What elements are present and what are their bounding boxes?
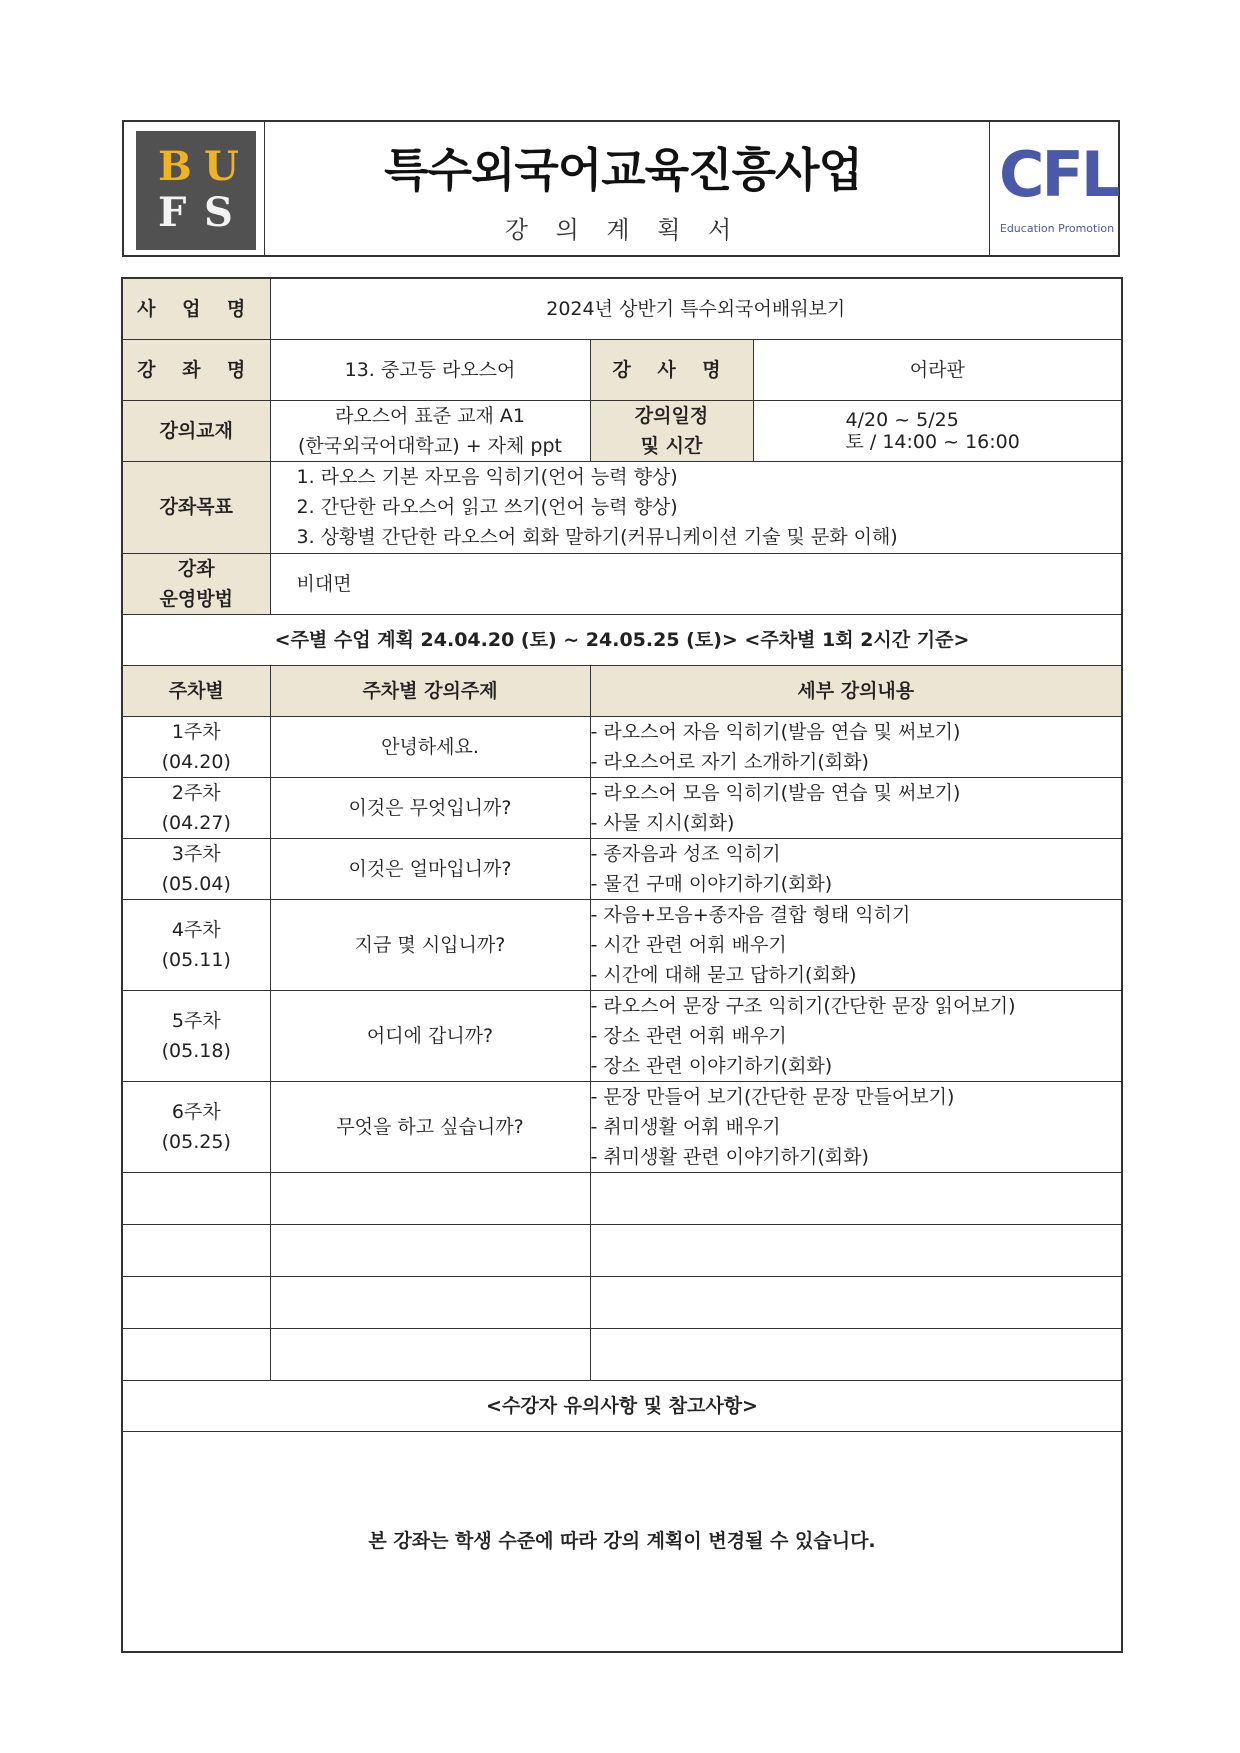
week-topic: 이것은 얼마입니까? [270,838,590,899]
detail-item: - 취미생활 관련 이야기하기(회화) [590,1145,869,1168]
week-topic: 무엇을 하고 싶습니까? [270,1081,590,1172]
detail-item: - 라오스어로 자기 소개하기(회화) [590,750,869,773]
textbook-line: 라오스어 표준 교재 A1 [334,404,526,427]
empty-row [122,1328,1122,1380]
project-label: 사 업 명 [122,278,270,339]
week-details [590,777,1122,838]
detail-item: - 사물 지시(회화) [590,811,735,834]
cfl-logo-text: CFL [999,138,1118,211]
method-row [122,553,1122,614]
weekly-banner-row [122,614,1122,665]
schedule-label: 강의일정 및 시간 [590,400,753,461]
week-details [590,990,1122,1081]
goals-row [122,461,1122,553]
week-row [122,838,1122,899]
week-cell: 6주차 (05.25) [122,1081,270,1172]
bufs-logo [136,131,256,250]
week-details [590,1081,1122,1172]
lecture-plan-table [121,277,1123,1653]
schedule-value [753,400,1122,461]
week-cell: 5주차 (05.18) [122,990,270,1081]
bufs-logo-letter: F [158,189,187,236]
week-cell: 4주차 (05.11) [122,899,270,990]
notes-body-row [122,1431,1122,1652]
week-details [590,716,1122,777]
detail-item: - 자음+모음+종자음 결합 형태 익히기 [590,903,911,926]
col-header-week: 주차별 [122,665,270,716]
bufs-logo-letter: B [158,143,192,190]
document-header [122,120,1120,257]
notes-heading-row [122,1380,1122,1431]
bufs-logo-letter: S [204,189,233,236]
detail-item: - 문장 만들어 보기(간단한 문장 만들어보기) [590,1085,955,1108]
weekly-header-row [122,665,1122,716]
cfl-logo [991,122,1120,255]
weekly-banner: <주별 수업 계획 24.04.20 (토) ~ 24.05.25 (토)> <주차별 1회 2시간 기준> [122,614,1122,665]
detail-item: - 시간에 대해 묻고 답하기(회화) [590,963,857,986]
detail-item: - 시간 관련 어휘 배우기 [590,933,787,956]
detail-item: - 물건 구매 이야기하기(회화) [590,872,833,895]
empty-row [122,1276,1122,1328]
project-value: 2024년 상반기 특수외국어배워보기 [270,278,1122,339]
week-topic: 지금 몇 시입니까? [270,899,590,990]
week-row [122,990,1122,1081]
week-row [122,777,1122,838]
detail-item: - 라오스어 모음 익히기(발음 연습 및 써보기) [590,781,961,804]
notes-heading: <수강자 유의사항 및 참고사항> [122,1380,1122,1431]
textbook-line: (한국외국어대학교) + 자체 ppt [298,434,562,457]
goals-value [270,461,1122,553]
col-header-topic: 주차별 강의주제 [270,665,590,716]
detail-item: - 라오스어 문장 구조 익히기(간단한 문장 읽어보기) [590,994,1016,1017]
detail-item: - 장소 관련 이야기하기(회화) [590,1054,833,1077]
goal-item: 2. 간단한 라오스어 읽고 쓰기(언어 능력 향상) [296,496,678,518]
document-subtitle: 강 의 계 획 서 [504,216,742,244]
detail-item: - 라오스어 자음 익히기(발음 연습 및 써보기) [590,720,961,743]
empty-row [122,1224,1122,1276]
cfl-logo-tagline: Education Promotion [999,222,1115,235]
textbook-value [270,400,590,461]
week-topic: 이것은 무엇입니까? [270,777,590,838]
document-title: 특수외국어교육진흥사업 [384,143,862,197]
instructor-value: 어라판 [753,339,1122,400]
instructor-label: 강 사 명 [590,339,753,400]
week-topic: 어디에 갑니까? [270,990,590,1081]
week-details [590,838,1122,899]
empty-row [122,1172,1122,1224]
method-label: 강좌 운영방법 [122,553,270,614]
week-row [122,716,1122,777]
week-details [590,899,1122,990]
textbook-label: 강의교재 [122,400,270,461]
goal-item: 3. 상황별 간단한 라오스어 회화 말하기(커뮤니케이션 기술 및 문화 이해) [296,526,898,548]
goal-item: 1. 라오스 기본 자모음 익히기(언어 능력 향상) [296,466,678,488]
course-row [122,339,1122,400]
notes-text: 본 강좌는 학생 수준에 따라 강의 계획이 변경될 수 있습니다. [122,1431,1122,1652]
detail-item: - 종자음과 성조 익히기 [590,842,781,865]
textbook-row [122,400,1122,461]
method-value: 비대면 [270,553,1122,614]
col-header-detail: 세부 강의내용 [590,665,1122,716]
week-cell: 1주차 (04.20) [122,716,270,777]
week-row [122,1081,1122,1172]
week-row [122,899,1122,990]
bufs-logo-letter: U [204,143,239,190]
detail-item: - 취미생활 어휘 배우기 [590,1115,781,1138]
detail-item: - 장소 관련 어휘 배우기 [590,1024,787,1047]
schedule-line: 4/20 ~ 5/25 [845,408,959,431]
project-row [122,278,1122,339]
course-label: 강 좌 명 [122,339,270,400]
course-value: 13. 중고등 라오스어 [270,339,590,400]
week-cell: 2주차 (04.27) [122,777,270,838]
goals-label: 강좌목표 [122,461,270,553]
schedule-line: 토 / 14:00 ~ 16:00 [845,430,1020,453]
week-topic: 안녕하세요. [270,716,590,777]
week-cell: 3주차 (05.04) [122,838,270,899]
